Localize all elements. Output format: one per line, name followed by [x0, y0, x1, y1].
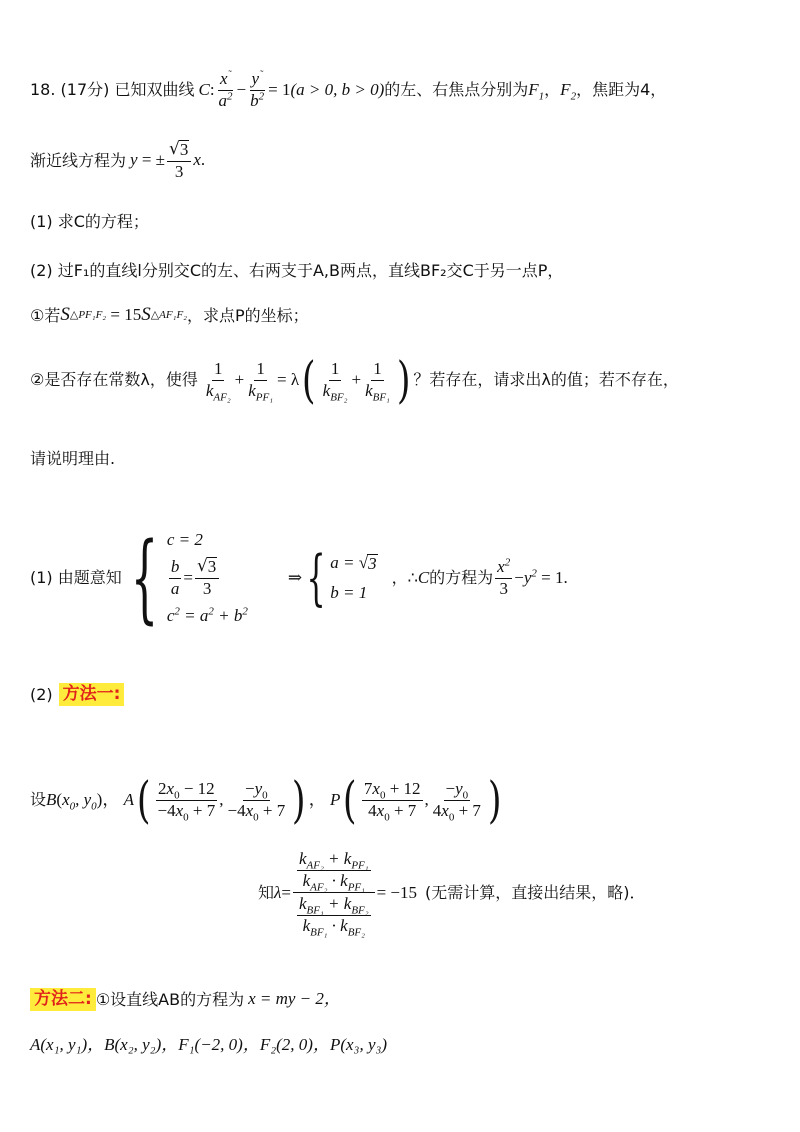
- method-2-points: [30, 1036, 387, 1055]
- line-ab-equation: x = my − 2，: [248, 989, 341, 1008]
- lambda-note: (无需计算，直接出结果，略)．: [425, 883, 646, 903]
- problem-foci-text: 的左、右焦点分别为: [384, 80, 529, 100]
- problem-prefix: 18. (17分) 已知双曲线: [30, 80, 195, 100]
- lambda-prefix: 知: [258, 883, 275, 903]
- set-prefix: 设: [30, 790, 47, 810]
- part-1: [30, 213, 149, 231]
- solution-part-1: (1) 由题意知 { c = 2 $\frac{b}{a}$ = √ 3 3 $c^2 = a^2 + b^2$ ⇒ { a = √ 3 b = 1 ，∴ C 的方程为 $\frac{x^2}{3}$ − $y^2$ = 1.: [30, 522, 568, 634]
- part-2: [30, 262, 563, 280]
- asymptote-slope: √ 3 3: [167, 140, 191, 181]
- hyperbola-x-term: $\frac{x^˜}{a^2}$: [218, 68, 233, 110]
- hyperbola-y-term: $\frac{y^˜}{b^2}$: [250, 68, 265, 110]
- sub2-prefix: ②是否存在常数λ，使得: [30, 370, 198, 390]
- lambda-compound-fraction: $\frac{\frac{k_{AF_2} + k_{PF_1}}{k_{AF_2} \cdot k_{PF_1}}}{\frac{k_{BF_1} + k_{BF_2}}{k_{BF_1} \cdot k_{BF_2}}}$: [293, 848, 375, 938]
- lambda-value: = −15: [376, 882, 418, 902]
- hyperbola-condition: (a > 0, b > 0): [290, 79, 385, 99]
- asymptote-prefix: 渐近线方程为: [30, 150, 127, 170]
- problem-line-1: 18. (17分) 已知双曲线 C : $\frac{x^˜}{a^2}$ − $\frac{y^˜}{b^2}$ = 1 (a > 0, b > 0) 的左、右焦点分别为 $F_1$ ， $F_2$ ，焦距为4，: [30, 68, 667, 110]
- sub1-prefix: ①若: [30, 305, 61, 325]
- solution-part-2-heading: [30, 683, 124, 706]
- sub1-suffix: ，求点P的坐标；: [186, 305, 309, 325]
- problem-focal-text: ，焦距为4，: [576, 80, 667, 100]
- part-2-text: (2) 过F₁的直线l分别交C的左、右两支于A,B两点，直线BF₂交C于另一点P，: [30, 261, 564, 280]
- method-1-points: 设 B ( $x_0$, $y_0$ )， A ( $\frac{2x_0 - 12}{-4x_0 + 7}$ , $\frac{-y_0}{-4x_0 + 7}$ ) ， P ( $\frac{7x_0 + 12}{4x_0 + 7}$ , $\frac{-y_0}{4x_0 + 7}$ ): [30, 771, 502, 829]
- sep: ，: [544, 80, 561, 100]
- method-2-text: ①设直线AB的方程为: [95, 989, 245, 1009]
- method-2-label: 方法二:: [30, 988, 96, 1011]
- sub-question-1: ①若 S △PF₁F₂ = 15 S △AF₁F₂ ，求点P的坐标；: [30, 304, 309, 325]
- solution-p1-prefix: (1) 由题意知: [30, 568, 122, 588]
- sub-question-2-cont: [30, 450, 115, 468]
- lambda-result: 知 λ = $\frac{\frac{k_{AF_2} + k_{PF_1}}{k_{AF_2} \cdot k_{PF_1}}}{\frac{k_{BF_1} + k_{BF_2}}{k_{BF_1} \cdot k_{BF_2}}}$ = −15 (无需计算，直接出结果，略)．: [258, 849, 646, 939]
- method-1-label: 方法一:: [59, 683, 125, 706]
- method-2-line: [30, 988, 341, 1011]
- solution-p1-tail: 的方程为: [429, 568, 494, 588]
- solution-therefore: ，∴: [391, 568, 418, 588]
- sub-question-2: ②是否存在常数λ，使得 $\frac{1}{k_{AF_2}}$ + $\frac{1}{k_{PF_1}}$ = λ ( $\frac{1}{k_{BF_2}}$ + $\frac{1}{k_{BF_1}}$ ) ？若存在，请求出λ的值；若不存在，: [30, 351, 679, 409]
- part-1-text: (1) 求C的方程；: [30, 212, 149, 231]
- problem-line-2: 渐近线方程为 y = ± √ 3 3 x .: [30, 139, 206, 181]
- solution-p2-prefix: (2): [30, 684, 53, 704]
- sub2-suffix: ？若存在，请求出λ的值；若不存在，: [413, 370, 679, 390]
- points-list: A(x₁, y₁)，B(x₂, y₂)，F₁(−2, 0)，F₂(2, 0)，P(x₃, y₃): [30, 1035, 388, 1054]
- equation-system: c = 2 $\frac{b}{a}$ = √ 3 3 $c^2 = a^2 + b^2$: [166, 529, 248, 625]
- sub2-continue: 请说明理由.: [30, 449, 116, 468]
